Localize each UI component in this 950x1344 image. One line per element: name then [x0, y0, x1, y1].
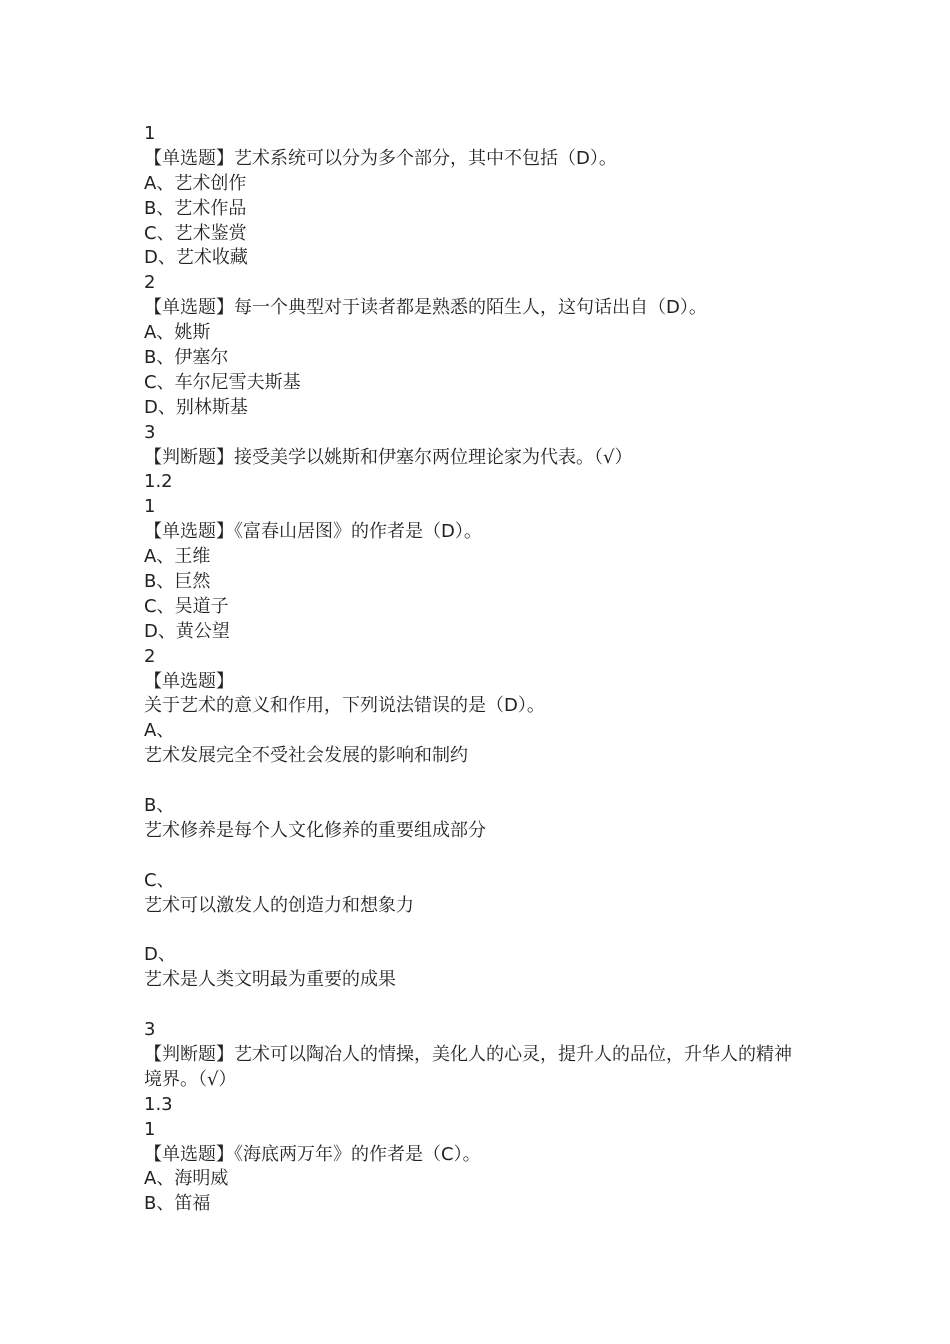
section-number: 1.2: [144, 471, 173, 493]
option-c: C、吴道子: [144, 595, 229, 617]
question-text: 【判断题】接受美学以姚斯和伊塞尔两位理论家为代表。（√）: [144, 446, 633, 468]
question-text: 关于艺术的意义和作用，下列说法错误的是（D）。: [144, 695, 545, 717]
question-number: 3: [144, 421, 156, 443]
question-number: 3: [144, 1019, 156, 1041]
option-a-text: 艺术发展完全不受社会发展的影响和制约: [144, 745, 468, 767]
question-number: 1: [144, 496, 156, 518]
option-c: C、车尔尼雪夫斯基: [144, 371, 301, 393]
option-d: D、艺术收藏: [144, 247, 248, 269]
question-type: 【单选题】: [144, 670, 234, 692]
question-number: 1: [144, 123, 156, 144]
option-d-text: 艺术是人类文明最为重要的成果: [144, 969, 396, 991]
option-a: A、姚斯: [144, 322, 211, 344]
question-text: 【单选题】《富春山居图》的作者是（D）。: [144, 521, 482, 543]
section-number: 1.3: [144, 1093, 173, 1115]
option-c-text: 艺术可以激发人的创造力和想象力: [144, 894, 414, 916]
option-d: D、黄公望: [144, 620, 230, 642]
blank-line: [144, 844, 824, 869]
option-a: A、王维: [144, 546, 211, 568]
question-text: 【单选题】艺术系统可以分为多个部分，其中不包括（D）。: [144, 147, 617, 169]
option-a: A、艺术创作: [144, 172, 247, 194]
option-b: B、笛福: [144, 1193, 211, 1215]
option-a: A、海明威: [144, 1168, 229, 1190]
option-b-label: B、: [144, 795, 175, 817]
blank-line: [144, 769, 824, 794]
blank-line: [144, 919, 824, 944]
document-page: [144, 122, 824, 1217]
question-number: 2: [144, 272, 156, 294]
option-c: C、艺术鉴赏: [144, 222, 247, 244]
question-text: 【判断题】艺术可以陶冶人的情操，美化人的心灵，提升人的品位，升华人的精神: [144, 1043, 792, 1065]
blank-line: [144, 993, 824, 1018]
option-b: B、巨然: [144, 571, 211, 593]
option-b: B、艺术作品: [144, 197, 247, 219]
question-text: 【单选题】《海底两万年》的作者是（C）。: [144, 1143, 481, 1165]
option-d: D、别林斯基: [144, 396, 248, 418]
option-b: B、伊塞尔: [144, 347, 229, 369]
option-b-text: 艺术修养是每个人文化修养的重要组成部分: [144, 819, 486, 841]
option-d-label: D、: [144, 944, 176, 966]
question-number: 2: [144, 645, 156, 667]
option-c-label: C、: [144, 869, 175, 891]
question-number: 1: [144, 1118, 156, 1140]
question-text-continued: 境界。（√）: [144, 1068, 237, 1090]
question-text: 【单选题】每一个典型对于读者都是熟悉的陌生人，这句话出自（D）。: [144, 297, 707, 319]
option-a-label: A、: [144, 720, 175, 742]
